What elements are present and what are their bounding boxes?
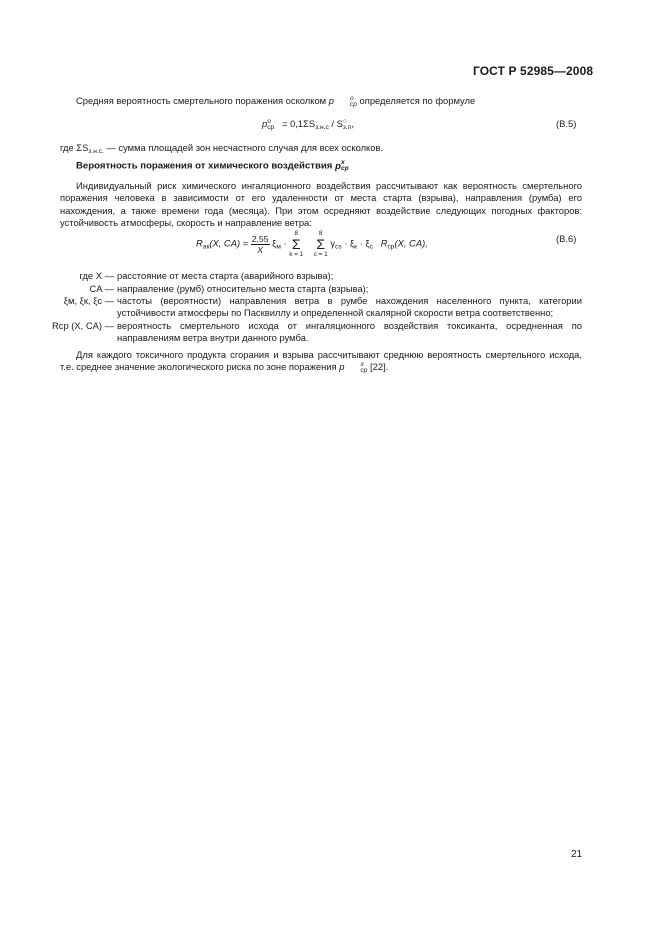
def-text-x: расстояние от места старта (аварийного взрыва);: [117, 270, 334, 281]
sum-k: 8 Σ k = 1: [289, 230, 304, 258]
formula-rhs-sum: = 0,1ΣS: [282, 118, 316, 129]
paragraph-tail: определяется по формуле: [359, 95, 476, 106]
where-clause-b5: где $\Sigma S_{з.н.с.}$ — сумма площадей зон несчастного случая для всех осколков.: [60, 142, 384, 155]
formula-lhs: p: [262, 118, 268, 129]
def-text-rsr: вероятность смертельного исхода от ингаляционного воздействия токсиканта, осредненная по направлениям ветра внутри данного румба.: [117, 320, 582, 343]
formula-b6: $R_{ак}(X$, CA) = $\frac{2,55}{X}$ $\xi_м$ · 8 Σ k = 1 8 Σ c = 1 $\gamma_{cs} \cdot \xi_к \cdot \xi_с$ $R_{ср}(X$, CA),: [196, 230, 428, 258]
def-term-ca: CA —: [89, 283, 114, 294]
paragraph-fragment-probability: [60, 95, 582, 108]
def-text-ca: направление (румб) относительно места старта (взрыва);: [117, 283, 369, 294]
symbol-p-x-sr: p x ср: [339, 360, 368, 374]
def-term-rsr: Rср (X, CA) —: [52, 320, 114, 331]
equation-number-b6: (В.6): [556, 233, 577, 244]
paragraph-text: Средняя вероятность смертельного поражения осколком: [76, 95, 327, 106]
section-heading: Вероятность поражения от химического воздействия p x ср: [76, 159, 349, 172]
sum-c: 8 Σ c = 1: [313, 230, 328, 258]
heading-symbol: p x ср: [335, 159, 349, 172]
page-number: 21: [571, 849, 583, 860]
paragraph-individual-risk: Индивидуальный риск химического ингаляционного воздействия рассчитывают как вероятность смертельного поражения человека в зависимости от его удаленности от места старта (взрыва), направления (румба) его нахождения, а также времени года (месяца). При этом осредняют воздействие следующих погодных факторов: устойчивость атмосферы, скорость и направление ветра:: [60, 180, 582, 229]
symbol-p-o-sr: p o ср: [328, 94, 357, 108]
def-term-xi: ξм, ξк, ξс —: [63, 295, 114, 306]
formula-b5: p o ср = $0,1\Sigma S_{з.н.с}$ / S ○ з.п ,: [262, 117, 354, 131]
fraction: $\frac{2,55}{X}$: [251, 233, 269, 255]
paragraph-average-probability: Для каждого токсичного продукта сгорания и взрыва рассчитывают среднюю вероятность смертельного исхода, т.е. среднее значение экологического риска по зоне поражения p x ср [22].: [60, 349, 582, 374]
def-term-x: где X —: [79, 270, 114, 281]
document-standard-number: ГОСТ Р 52985—2008: [473, 64, 594, 78]
equation-number-b5: (В.5): [556, 118, 577, 129]
formula-lhs-indices: o ср: [267, 117, 275, 131]
def-text-xi: частоты (вероятности) направления ветра в румбе нахождения населенного пункта, категории устойчивости атмосферы по Пасквиллу и определенной скалярной скорости ветра соответственно;: [117, 295, 582, 318]
